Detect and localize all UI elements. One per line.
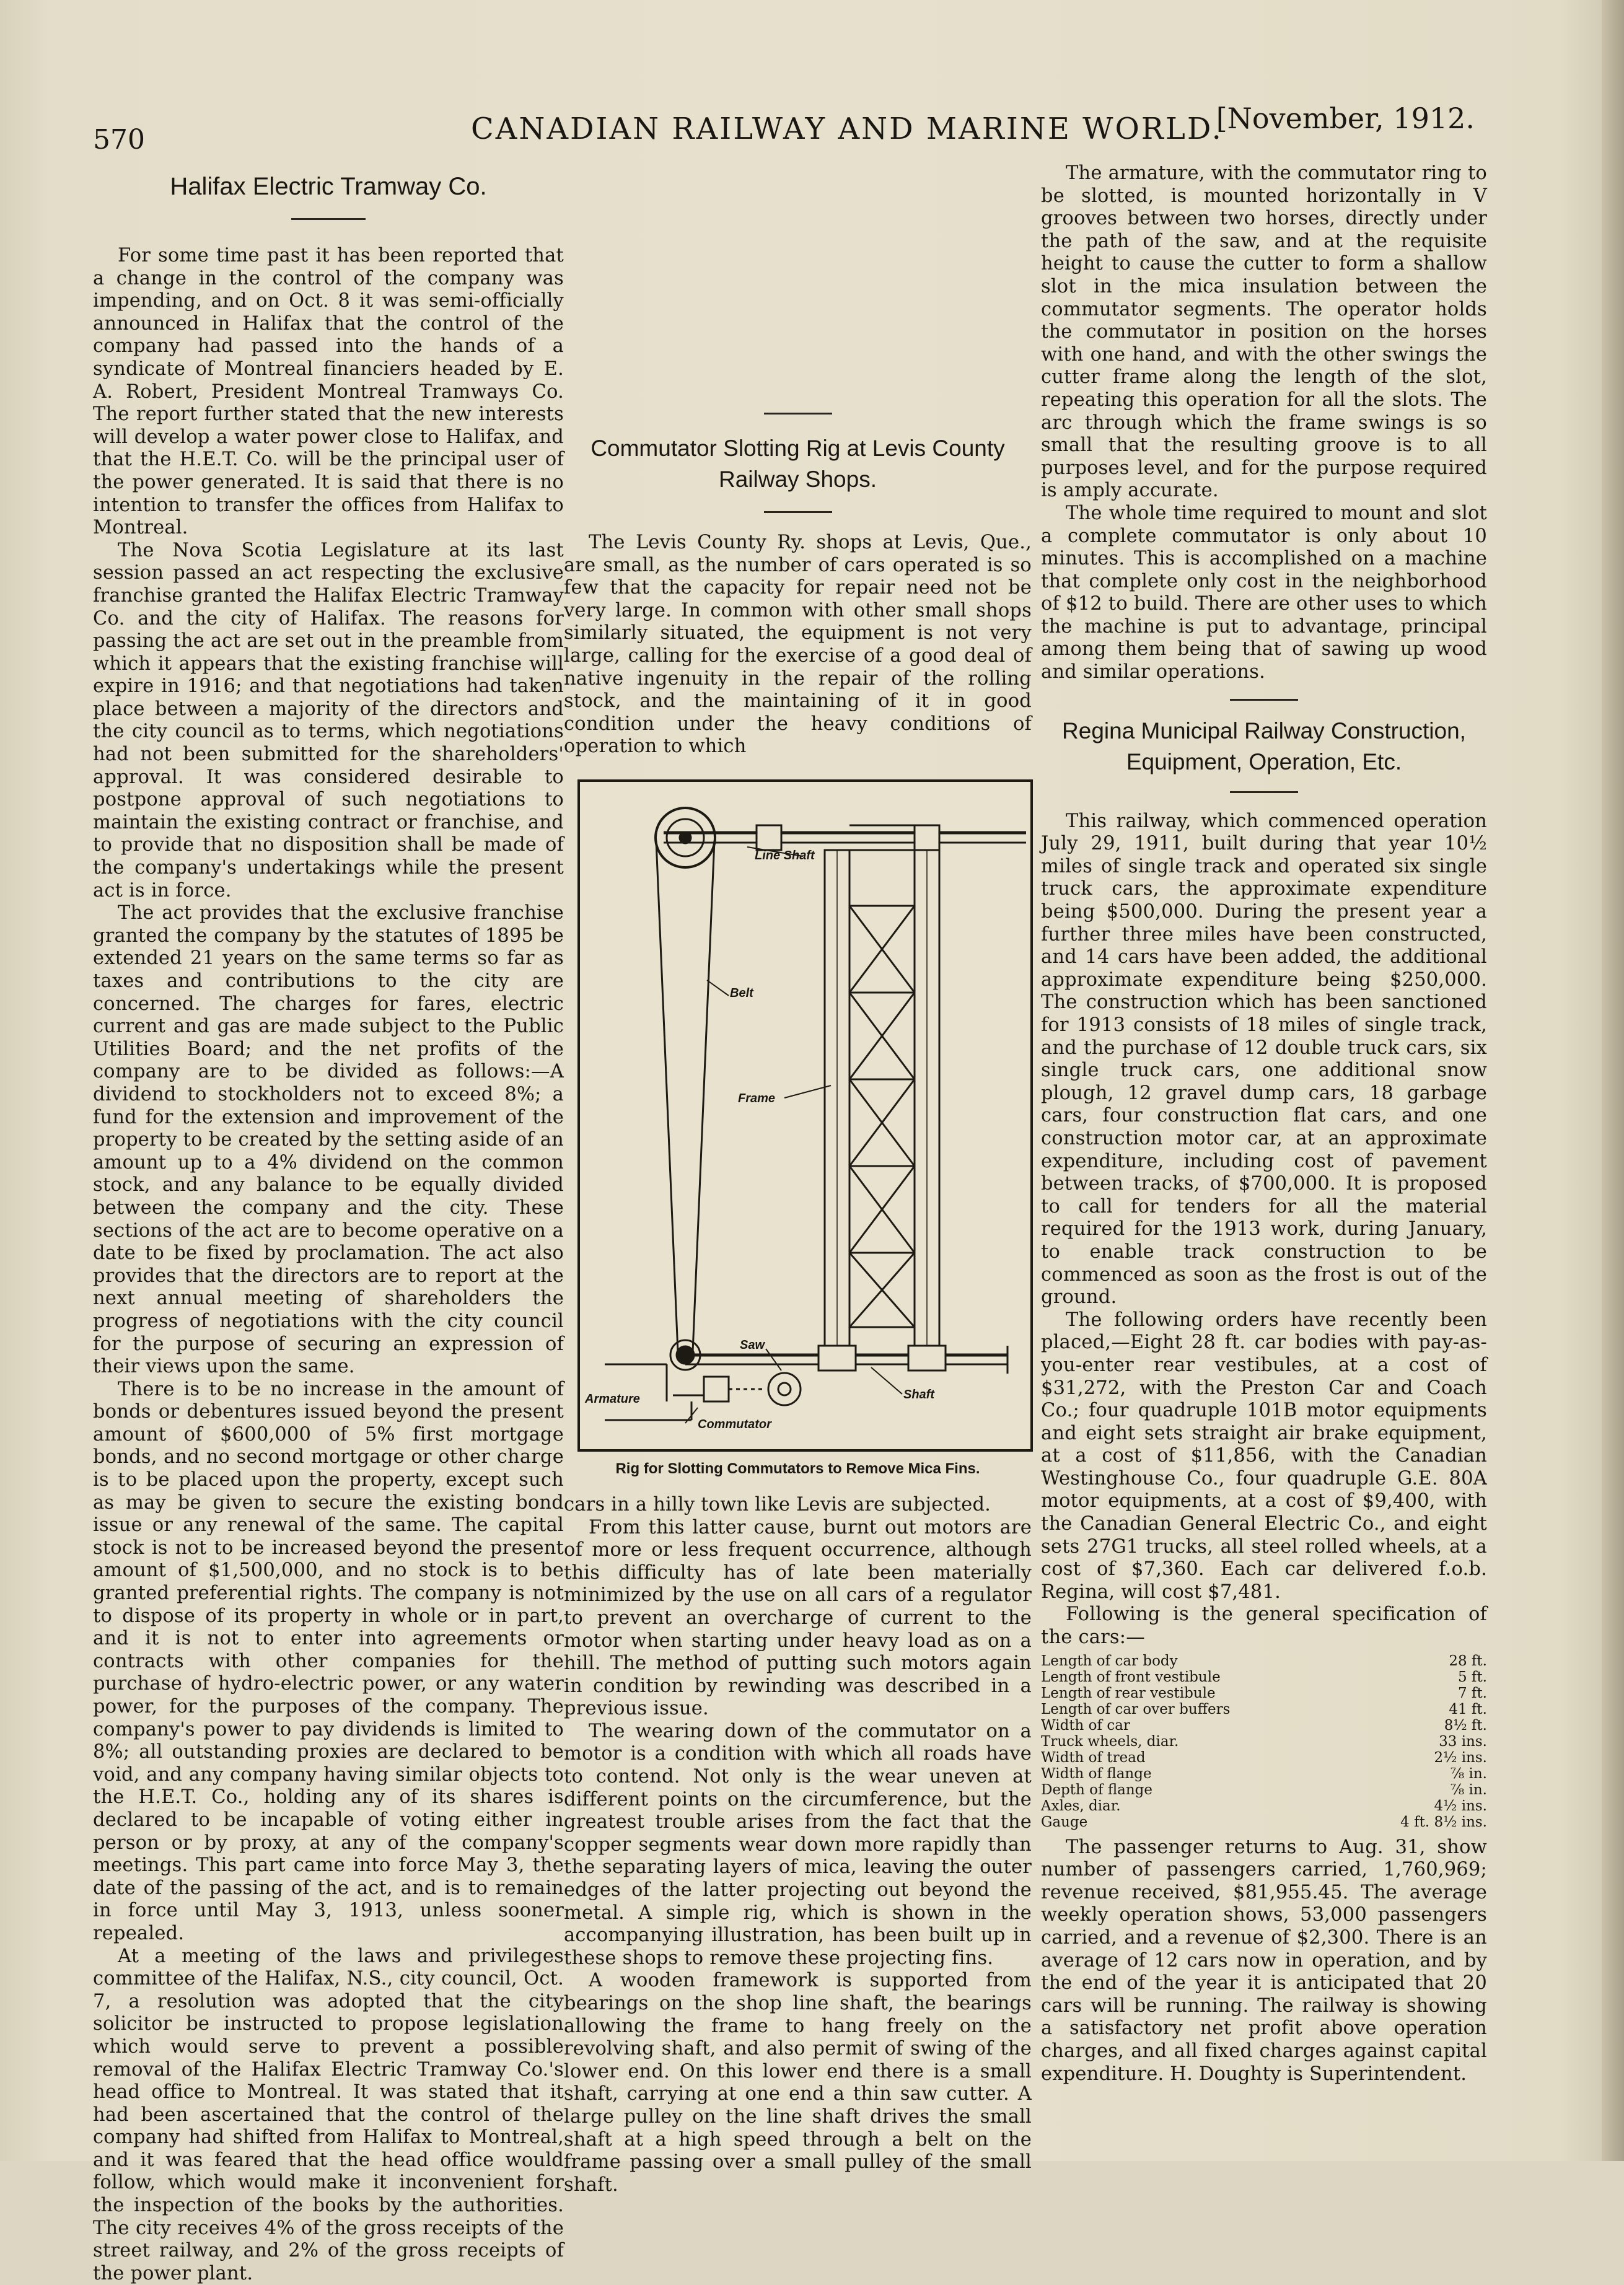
regina-paragraph: Following is the general specification of the cars:— [1041, 1603, 1487, 1649]
spec-label: Width of car [1041, 1717, 1130, 1734]
heading-rule [1230, 791, 1298, 793]
spec-label: Truck wheels, diar. [1041, 1733, 1179, 1750]
spec-label: Length of rear vestibule [1041, 1685, 1216, 1701]
halifax-paragraph: The Nova Scotia Legislature at its last session passed an act respecting the exclusive franchise granted the Halifax Electric Tramway Co. and the city of Halifax. The reasons for passing the act are set out in the preamble from which it appears that the existing franchise will expire in 1916; and that negotiations had taken place between a majority of the directors and the city council as to terms, which negotiations had not been submitted for the shareholders' approval. It was considered desirable to postpone approval of such negotiations to maintain the existing contract or franchise, and to provide that no disposition shall be made of the company's undertakings while the present act is in force. [93, 539, 564, 901]
figure-caption: Rig for Slotting Commutators to Remove Mica Fins. [615, 1460, 980, 1477]
spec-value: 41 ft. [1449, 1701, 1487, 1717]
commutator-paragraph: A wooden framework is supported from bearings on the shop line shaft, the bearings allowing the frame to hang freely on the revolving shaft, and also permit of swing of the lower end. On this lower end there is a small shaft, carrying at one end a thin saw cutter. A large pulley on the line shaft drives the small shaft at a high speed through a belt on the frame passing over a small pulley of the small shaft. [564, 1970, 1032, 2196]
table-row [1041, 1782, 1487, 1798]
spec-label: Width of flange [1041, 1765, 1152, 1782]
spec-value: 8½ ft. [1444, 1717, 1487, 1734]
spec-label: Length of front vestibule [1041, 1669, 1221, 1685]
table-row [1041, 1814, 1487, 1830]
spec-value: 7 ft. [1457, 1685, 1487, 1701]
label-shaft: Shaft [903, 1387, 934, 1401]
spec-value: 28 ft. [1449, 1652, 1487, 1669]
halifax-paragraph: There is to be no increase in the amount of bonds or debentures issued beyond the present amount of $600,000 of 5% first mortgage bonds, and no second mortgage or other charge is to be placed upon the property, except such as may be given to secure the existing bond issue or any renewal of the same. The capital stock is not to be increased beyond the present amount of $1,500,000, and no stock is to be granted preferential rights. The company is not to dispose of its property in whole or in part, and it is not to enter into agreements or contracts with other companies for the purchase of hydro-electric power, or any water power, for the purposes of the company. The company's power to pay dividends is limited to 8%; all outstanding proxies are declared to be void, and any company having similar objects to the H.E.T. Co., holding any of its shares is declared to be incapable of voting either in person or by proxy, at any of the company's meetings. This part came into force May 3, the date of the passing of the act, and is to remain in force until May 3, 1913, unless sooner repealed. [93, 1378, 564, 1944]
table-row [1041, 1750, 1487, 1766]
label-armature: Armature [585, 1392, 640, 1406]
commutator-heading: Commutator Slotting Rig at Levis County Railway Shops. [590, 436, 1005, 492]
spec-label: Gauge [1041, 1814, 1088, 1830]
spec-label: Depth of flange [1041, 1781, 1153, 1798]
spec-value: ⅞ in. [1450, 1765, 1487, 1782]
page-edge [1602, 0, 1624, 2161]
spec-label: Length of car body [1041, 1652, 1178, 1669]
commutator-paragraph: The Levis County Ry. shops at Levis, Que., are small, as the number of cars operated is so few that the capacity for repair need not be very large. In common with other small shops similarly situated, the equipment is not very large, calling for the exercise of a good deal of native ingenuity in the repair of the rolling stock, and the maintaining of it in good condition under the heavy conditions of operation to which [564, 532, 1032, 758]
issue-date: [November, 1912. [1216, 102, 1475, 135]
commutator-paragraph: From this latter cause, burnt out motors are of more or less frequent occurrence, although this difficulty has of late been materially minimized by the use on all cars of a regulator to prevent an overcharge of current to the motor when starting under heavy load as on a hill. The method of putting such motors again in condition by rewinding was described in a previous issue. [564, 1516, 1032, 1720]
column-2-continued-space [564, 162, 1032, 416]
table-row [1041, 1798, 1487, 1814]
spec-value: ⅞ in. [1450, 1781, 1487, 1798]
table-row [1041, 1717, 1487, 1734]
regina-heading: Regina Municipal Railway Construction, Equipment, Operation, Etc. [1062, 717, 1466, 774]
table-row [1041, 1701, 1487, 1717]
heading-rule [764, 511, 832, 513]
page-header [93, 99, 1475, 155]
regina-paragraph: The following orders have recently been placed,—Eight 28 ft. car bodies with pay-as-you-enter rear vestibules, at a cost of $31,272, with the Preston Car and Coach Co.; four quadruple 101B motor equipments and eight sets straight air brake equipment, at a cost of $11,856, with the Canadian Westinghouse Co., four quadruple G.E. 80A motor equipments, at a cost of $9,400, with the Canadian General Electric Co., and eight sets 27G1 trucks, all steel rolled wheels, at a cost of $7,360. Each car delivered f.o.b. Regina, will cost $7,481. [1041, 1309, 1487, 1603]
column-2 [564, 162, 1032, 2196]
heading-rule [291, 218, 366, 220]
halifax-paragraph: The act provides that the exclusive franchise granted the company by the statutes of 1895 be extended 21 years on the same terms so far as taxes and contributions to the city are concerned. The charges for fares, electric current and gas are made subject to the Public Utilities Board; and the net profits of the company are to be divided as follows:—A dividend to stockholders not to exceed 8%; a fund for the extension and improvement of the property to be created by the setting aside of an amount up to a 4% dividend on the common stock, and any balance to be equally divided between the company and the city. These sections of the act are to become operative on a date to be fixed by proclamation. The act also provides that the directors are to report at the next annual meeting of shareholders the progress of negotiations with the city council for the purpose of securing an expression of their views upon the same. [93, 902, 564, 1378]
label-line-shaft: Line Shaft [755, 848, 815, 862]
car-spec-table [1041, 1653, 1487, 1830]
label-commutator: Commutator [698, 1417, 771, 1431]
label-saw: Saw [740, 1338, 765, 1352]
page-number: 570 [93, 124, 145, 156]
halifax-paragraph: For some time past it has been reported that a change in the control of the company was impending, and on Oct. 8 it was semi-officially announced in Halifax that the control of the company had passed into the hands of a syndicate of Montreal financiers headed by E. A. Robert, President Montreal Tramways Co. The report further stated that the new interests will develop a water power close to Halifax, and that the H.E.T. Co. will be the principal user of the power generated. It is said that there is no intention to transfer the offices from Halifax to Montreal. [93, 245, 564, 539]
section-rule [764, 413, 832, 414]
spec-label: Axles, diar. [1041, 1797, 1121, 1814]
halifax-paragraph: At a meeting of the laws and privileges committee of the Halifax, N.S., city council, Oct. 7, a resolution was adopted that the city solicitor be instructed to propose legislation which would serve to prevent a possible removal of the Halifax Electric Tramway Co.'s head office to Montreal. It was stated that it had been ascertained that the control of the company had shifted from Halifax to Montreal, and it was feared that the head office would follow, which would make it inconvenient for the inspection of the books by the authorities. The city receives 4% of the gross receipts of the street railway, and 2% of the gross receipts of the power plant. [93, 1945, 564, 2284]
regina-paragraph: The passenger returns to Aug. 31, show number of passengers carried, 1,760,969; revenue received, $81,955.45. The average weekly operation shows, 53,000 passengers carried, and a revenue of $2,300. There is an average of 12 cars now in operation, and by the end of the year it is anticipated that 20 cars will be running. The railway is showing a satisfactory net profit above operation charges, and all fixed charges against capital expenditure. H. Doughty is Superintendent. [1041, 1836, 1487, 2085]
commutator-paragraph: The whole time required to mount and slot a complete commutator is only about 10 minutes. This is accomplished on a machine that complete only cost in the neighborhood of $12 to build. There are other uses to which the machine is put to advantage, principal among them being that of sawing up wood and similar operations. [1041, 502, 1487, 683]
table-row [1041, 1685, 1487, 1701]
spec-label: Width of tread [1041, 1749, 1146, 1766]
rig-figure [577, 779, 1033, 1452]
label-frame: Frame [738, 1091, 776, 1105]
column-3 [1041, 162, 1487, 2139]
spec-value: 4 ft. 8½ ins. [1400, 1814, 1487, 1830]
table-row [1041, 1653, 1487, 1669]
regina-paragraph: This railway, which commenced operation July 29, 1911, built during that year 10½ miles of single track and operated six single truck cars, the approximate expenditure being $500,000. During the present year a further three miles have been constructed, and 14 cars have been added, the additional approximate expenditure being $250,000. The construction which has been sanctioned for 1913 consists of 18 miles of single track, and the purchase of 12 double truck cars, six single truck cars, one additional snow plough, 12 gravel dump cars, 18 garbage cars, four construction flat cars, and one construction motor car, at an approximate expenditure, including cost of pavement between tracks, of $700,000. It is proposed to call for tenders for all the material required for the 1913 work, during January, to enable track construction to be commenced as soon as the frost is out of the ground. [1041, 810, 1487, 1309]
commutator-paragraph: The wearing down of the commutator on a motor is a condition with which all roads have to contend. Not only is the wear uneven at different points on the circumference, but the greatest trouble arises from the fact that the copper segments wear down more rapidly than the separating layers of mica, leaving the outer edges of the latter projecting out beyond the metal. A simple rig, which is shown in the accompanying illustration, has been built up in these shops to remove these projecting fins. [564, 1720, 1032, 1969]
spec-label: Length of car over buffers [1041, 1701, 1231, 1717]
rig-drawing [580, 782, 1030, 1449]
table-row [1041, 1766, 1487, 1782]
journal-title: CANADIAN RAILWAY AND MARINE WORLD. [471, 112, 1223, 146]
spec-value: 5 ft. [1457, 1669, 1487, 1685]
spec-value: 33 ins. [1439, 1733, 1487, 1750]
commutator-paragraph: cars in a hilly town like Levis are subjected. [564, 1493, 991, 1515]
label-belt: Belt [730, 986, 753, 1000]
spec-value: 2½ ins. [1434, 1749, 1487, 1766]
column-1 [93, 162, 564, 2284]
section-rule [1230, 699, 1298, 701]
spec-value: 4½ ins. [1434, 1797, 1487, 1814]
commutator-paragraph: The armature, with the commutator ring to be slotted, is mounted horizontally in V grooves between two horses, directly under the path of the saw, and at the requisite height to cause the cutter to form a shallow slot in the mica insulation between the commutator segments. The operator holds the commutator in position on the horses with one hand, and with the other swings the cutter frame along the length of the slot, repeating this operation for all the slots. The arc through which the frame swings is so small that the resulting groove is to all purposes level, and for the purpose required is amply accurate. [1041, 162, 1487, 502]
table-row [1041, 1669, 1487, 1685]
halifax-heading: Halifax Electric Tramway Co. [170, 173, 487, 200]
table-row [1041, 1734, 1487, 1750]
